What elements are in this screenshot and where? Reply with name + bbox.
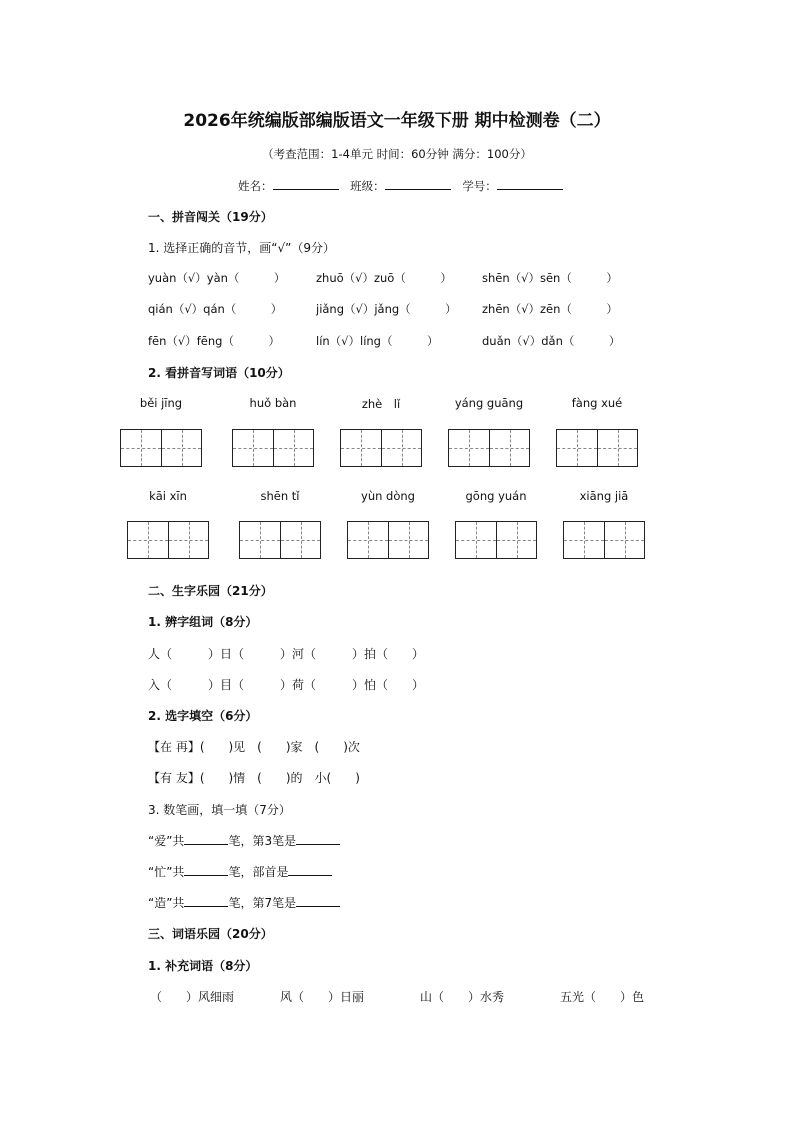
page-title: 2026年统编版部编版语文一年级下册 期中检测卷（二）: [183, 111, 611, 131]
pinyin-choice-item[interactable]: zhēn（√）zēn（ ）: [482, 302, 618, 316]
s2-q3-row-1-a: “爱”共: [148, 834, 185, 848]
tianzige-writing-grid[interactable]: [120, 429, 202, 467]
grid-cell[interactable]: [381, 430, 421, 466]
tianzige-writing-grid[interactable]: [455, 521, 537, 559]
s1-q2-heading: 2. 看拼音写词语（10分）: [148, 366, 290, 380]
pinyin-label: fàng xué: [571, 396, 623, 410]
grid-cell[interactable]: [233, 430, 273, 466]
pinyin-choice-item[interactable]: yuàn（√）yàn（ ）: [148, 271, 286, 285]
section-1-heading: 一、拼音闯关（19分）: [148, 210, 273, 224]
grid-cell[interactable]: [604, 522, 644, 558]
s2-q3-row-3-b: 笔，第7笔是: [228, 896, 297, 910]
pinyin-label: xiāng jiā: [579, 489, 629, 503]
grid-cell[interactable]: [597, 430, 637, 466]
s2-q3-row-2: [148, 863, 332, 880]
grid-cell[interactable]: [161, 430, 201, 466]
pinyin-choice-item[interactable]: duǎn（√）dǎn（ ）: [482, 334, 621, 348]
idiom-fill-item[interactable]: 风（ ）日丽: [280, 990, 365, 1004]
pinyin-choice-item[interactable]: qián（√）qán（ ）: [148, 302, 283, 316]
s2-q1-row-2: 入（ ）目（ ）荷（ ）怕（ ）: [148, 678, 425, 692]
grid-cell[interactable]: [564, 522, 604, 558]
s2-q2-row-2: 【有 友】( )情 ( )的 小( ): [148, 771, 360, 785]
s2-q1-heading: 1. 辨字组词（8分）: [148, 615, 258, 629]
s2-q3-row-3: [148, 894, 340, 911]
grid-cell[interactable]: [121, 430, 161, 466]
name-blank[interactable]: [273, 177, 339, 190]
class-blank[interactable]: [385, 177, 451, 190]
tianzige-writing-grid[interactable]: [239, 521, 321, 559]
stroke-count-blank[interactable]: [184, 894, 228, 907]
exam-scope: （考查范围：1-4单元 时间：60分钟 满分：100分）: [262, 147, 532, 161]
idiom-fill-item[interactable]: 五光（ ）色: [560, 990, 645, 1004]
stroke-count-blank[interactable]: [184, 832, 228, 845]
idiom-fill-item[interactable]: （ ）风细雨: [150, 990, 235, 1004]
grid-cell[interactable]: [240, 522, 280, 558]
tianzige-writing-grid[interactable]: [232, 429, 314, 467]
grid-cell[interactable]: [128, 522, 168, 558]
tianzige-writing-grid[interactable]: [347, 521, 429, 559]
pinyin-choice-item[interactable]: lín（√）líng（ ）: [316, 334, 439, 348]
grid-cell[interactable]: [496, 522, 536, 558]
grid-cell[interactable]: [557, 430, 597, 466]
s2-q1-row-1: 人（ ）日（ ）河（ ）拍（ ）: [148, 647, 425, 661]
s2-q3-heading: 3. 数笔画，填一填（7分）: [148, 803, 291, 817]
grid-cell[interactable]: [280, 522, 320, 558]
student-info: [238, 177, 563, 194]
id-blank[interactable]: [497, 177, 563, 190]
s2-q3-row-1: [148, 832, 340, 849]
pinyin-choice-item[interactable]: fēn（√）fēng（ ）: [148, 334, 280, 348]
grid-cell[interactable]: [341, 430, 381, 466]
answer-blank[interactable]: [296, 894, 340, 907]
s2-q3-row-2-b: 笔，部首是: [228, 865, 289, 879]
tianzige-writing-grid[interactable]: [340, 429, 422, 467]
tianzige-writing-grid[interactable]: [556, 429, 638, 467]
pinyin-label: gōng yuán: [465, 489, 527, 503]
grid-cell[interactable]: [449, 430, 489, 466]
s2-q3-row-3-a: “造”共: [148, 896, 185, 910]
s1-q1-heading: 1. 选择正确的音节，画“√”（9分）: [148, 241, 335, 255]
answer-blank[interactable]: [288, 863, 332, 876]
grid-cell[interactable]: [489, 430, 529, 466]
class-label: 班级：: [350, 179, 385, 193]
answer-blank[interactable]: [296, 832, 340, 845]
s2-q3-row-2-a: “忙”共: [148, 865, 185, 879]
name-label: 姓名：: [238, 179, 273, 193]
pinyin-label: yùn dòng: [361, 489, 415, 503]
s2-q2-heading: 2. 选字填空（6分）: [148, 709, 258, 723]
tianzige-writing-grid[interactable]: [127, 521, 209, 559]
pinyin-choice-item[interactable]: shēn（√）sēn（ ）: [482, 271, 618, 285]
pinyin-label: běi jīng: [139, 396, 183, 410]
idiom-fill-item[interactable]: 山（ ）水秀: [420, 990, 505, 1004]
s2-q3-row-1-b: 笔，第3笔是: [228, 834, 297, 848]
grid-cell[interactable]: [388, 522, 428, 558]
s2-q2-row-1: 【在 再】( )见 ( )家 ( )次: [148, 740, 360, 754]
id-label: 学号：: [462, 179, 497, 193]
pinyin-label: huǒ bàn: [249, 396, 297, 410]
pinyin-label: kāi xīn: [149, 489, 187, 503]
section-3-heading: 三、词语乐园（20分）: [148, 927, 273, 941]
grid-cell[interactable]: [168, 522, 208, 558]
grid-cell[interactable]: [273, 430, 313, 466]
tianzige-writing-grid[interactable]: [563, 521, 645, 559]
pinyin-label: zhè lǐ: [361, 397, 401, 411]
s3-q1-heading: 1. 补充词语（8分）: [148, 959, 258, 973]
pinyin-choice-item[interactable]: jiǎng（√）jǎng（ ）: [316, 302, 457, 316]
pinyin-label: yáng guāng: [454, 396, 524, 410]
grid-cell[interactable]: [348, 522, 388, 558]
stroke-count-blank[interactable]: [184, 863, 228, 876]
pinyin-label: shēn tǐ: [260, 489, 300, 503]
pinyin-choice-item[interactable]: zhuō（√）zuō（ ）: [316, 271, 452, 285]
section-2-heading: 二、生字乐园（21分）: [148, 584, 273, 598]
grid-cell[interactable]: [456, 522, 496, 558]
tianzige-writing-grid[interactable]: [448, 429, 530, 467]
